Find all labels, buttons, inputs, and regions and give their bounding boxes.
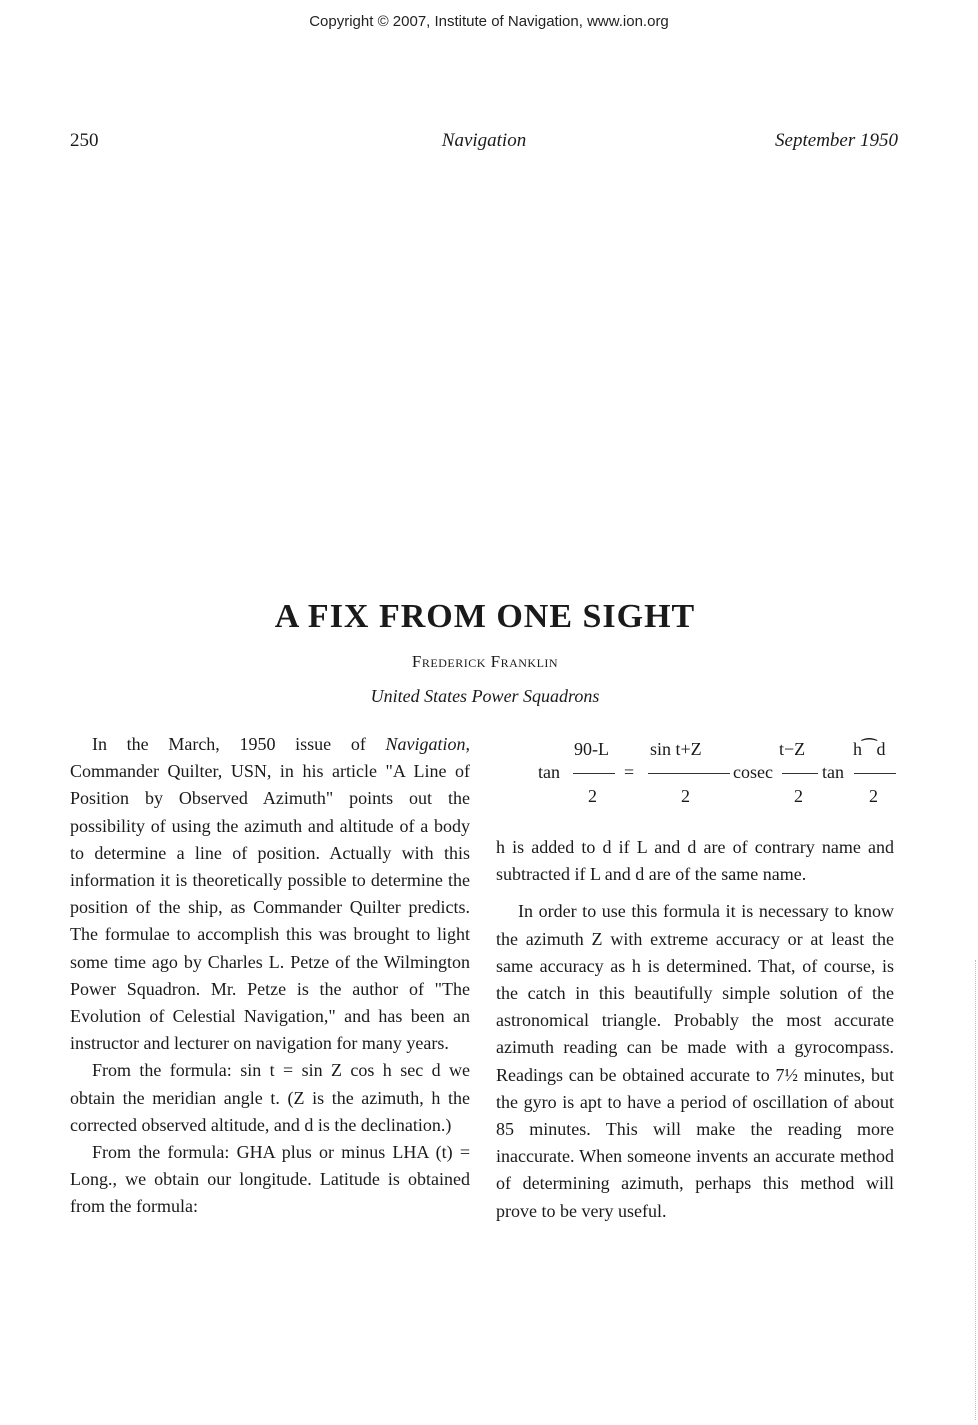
formula-denominator: 2 <box>794 786 803 806</box>
formula-denominator: 2 <box>869 786 878 806</box>
formula-cosec: cosec <box>733 762 773 782</box>
page-number: 250 <box>70 130 99 151</box>
left-column <box>70 731 470 1221</box>
fraction-bar <box>854 773 896 774</box>
issue-date: September 1950 <box>775 130 898 151</box>
journal-name: Navigation <box>441 130 527 151</box>
paragraph: In order to use this formula it is necessary to know the azimuth Z with extreme accuracy or at least the same accuracy as h is determined. That, of course, is the catch in this beautifully simple solution of the astronomical triangle. Probably the most accurate azimuth reading can be made with a gyrocompass. Readings can be obtained accurate to 7½ minutes, but the gyro is apt to have a period of oscillation of about 85 minutes. This will make the reading more inaccurate. When someone invents an accurate method of determining azimuth, perhaps this method will prove to be very useful. <box>496 901 894 1221</box>
paragraph-text: , Commander Quilter, USN, in his article "A Line of Position by Observed Azimuth" points out the possibility of using the azimuth and altitude of a body to determine a line of position. Actually with this information it is theoretically possible to determine the position of the ship, as Commander Quilter predicts. The formulae to accomplish this was brought to light some time ago by Charles L. Petze of the Wilmington Power Squadron. Mr. Petze is the author of "The Evolution of Celestial Navigation," and has been an instructor and lecturer on navigation for many years. <box>70 734 470 1054</box>
author-affiliation: United States Power Squadrons <box>370 686 600 706</box>
formula-denominator: 2 <box>681 786 690 806</box>
formula-numerator: t−Z <box>779 739 806 759</box>
paragraph-text: In the March, 1950 issue of <box>92 734 386 754</box>
formula-numerator: h⁀d <box>853 739 886 759</box>
fraction-bar <box>648 773 730 774</box>
paragraph: From the formula: GHA plus or minus LHA (t) = Long., we obtain our longitude. Latitude is obtained from the formula: <box>70 1142 470 1217</box>
copyright-notice: Copyright © 2007, Institute of Navigation, www.ion.org <box>309 13 669 30</box>
latitude-formula <box>530 736 900 816</box>
paragraph: From the formula: sin t = sin Z cos h sec d we obtain the meridian angle t. (Z is the azimuth, h the corrected observed altitude, and d is the declination.) <box>70 1060 470 1135</box>
right-column <box>496 834 894 1225</box>
paragraph <box>70 731 470 1057</box>
formula-equals: = <box>624 762 635 782</box>
formula-denominator: 2 <box>588 786 597 806</box>
article-title: A FIX FROM ONE SIGHT <box>274 598 696 635</box>
paragraph: h is added to d if L and d are of contrary name and subtracted if L and d are of the same name. <box>496 837 894 885</box>
author-name: Frederick Franklin <box>411 652 559 671</box>
running-head <box>70 130 898 154</box>
formula-tan: tan <box>822 762 844 782</box>
fraction-bar <box>573 773 615 774</box>
formula-numerator: sin t+Z <box>650 739 702 759</box>
fraction-bar <box>782 773 818 774</box>
journal-reference: Navigation <box>385 734 466 754</box>
formula-tan: tan <box>538 762 560 782</box>
formula-numerator: 90-L <box>574 739 609 759</box>
